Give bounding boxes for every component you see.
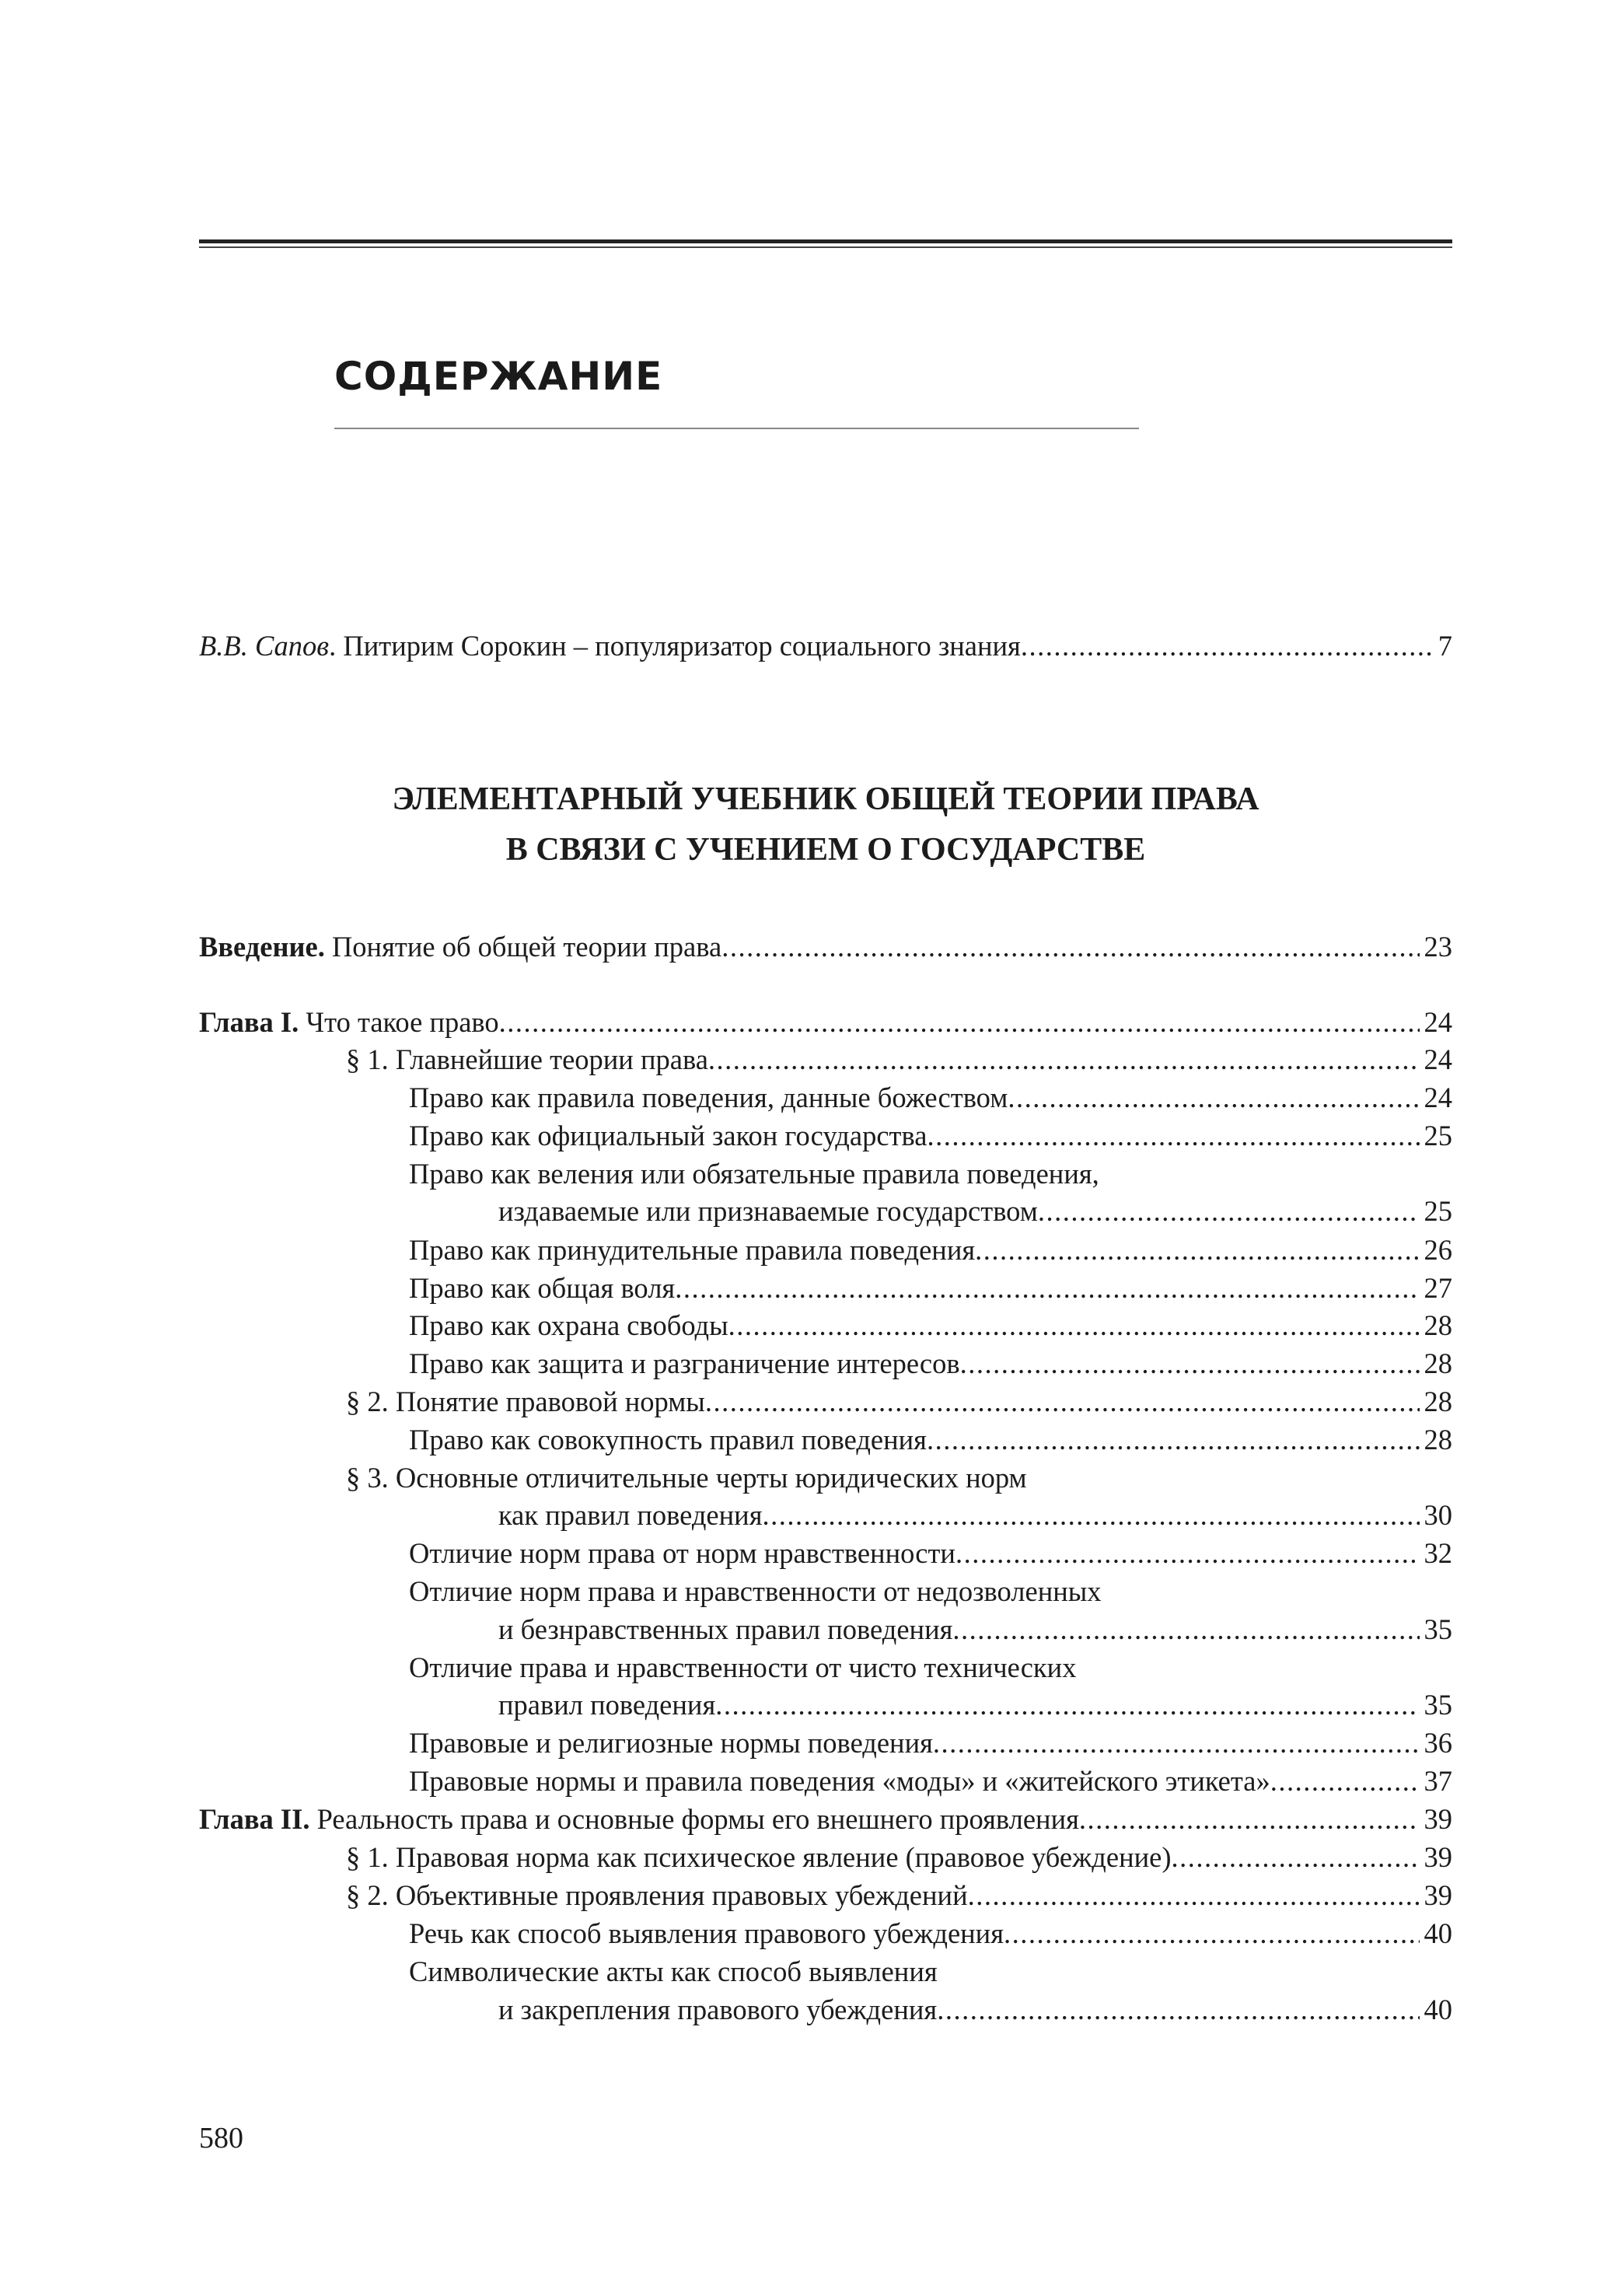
- toc-entry-continued[interactable]: [0, 1648, 1452, 1687]
- toc-entry[interactable]: [0, 1914, 1452, 1953]
- toc-entry[interactable]: [0, 1496, 1452, 1535]
- page-ref: 24: [1424, 1006, 1452, 1038]
- contents-heading: СОДЕРЖАНИЕ: [334, 354, 663, 399]
- toc-entry-continued[interactable]: [0, 1952, 1452, 1991]
- entry-prefix: Введение.: [199, 931, 325, 963]
- dot-leader: [955, 1534, 1420, 1573]
- dot-leader: [927, 1117, 1419, 1155]
- entry-prefix: Глава I.: [199, 1006, 299, 1038]
- toc-entry-label: Право как правила поведения, данные божеством: [409, 1082, 1008, 1113]
- page-ref: 25: [1424, 1120, 1452, 1151]
- top-rule-thin: [199, 246, 1452, 248]
- page-ref: 28: [1424, 1347, 1452, 1379]
- toc-entry[interactable]: [0, 1231, 1452, 1270]
- entry-text: Что такое право: [299, 1006, 499, 1038]
- toc-entry-label: Право как веления или обязательные правила поведения,: [409, 1158, 1099, 1190]
- dot-leader: [762, 1496, 1419, 1535]
- dot-leader: [952, 1610, 1419, 1649]
- toc-entry[interactable]: [0, 1876, 1452, 1915]
- dot-leader: [937, 1990, 1419, 2029]
- toc-entry[interactable]: [0, 1344, 1452, 1383]
- toc-entry-label: Право как охрана свободы: [409, 1309, 728, 1341]
- page-ref: 27: [1424, 1272, 1452, 1304]
- dot-leader: [1172, 1838, 1420, 1877]
- dot-leader: [728, 1306, 1420, 1345]
- toc-entry-label: Правовые и религиозные нормы поведения: [409, 1727, 933, 1759]
- toc-entry-label: Право как официальный закон государства: [409, 1120, 928, 1151]
- toc-entry-label: как правил поведения: [498, 1499, 763, 1531]
- page-ref: 30: [1424, 1499, 1452, 1531]
- toc-entry-label: Право как общая воля: [409, 1272, 676, 1304]
- dot-leader: [1038, 1192, 1420, 1231]
- toc-entry-label: § 1. Главнейшие теории права: [346, 1043, 708, 1075]
- dot-leader: [1270, 1762, 1420, 1801]
- toc-entry[interactable]: [0, 1534, 1452, 1573]
- toc-entry-introduction[interactable]: [0, 928, 1452, 966]
- toc-entry-label: [199, 1003, 499, 1042]
- page-ref: 40: [1424, 1917, 1452, 1949]
- toc-entry-continued[interactable]: [0, 1572, 1452, 1611]
- dot-leader: [968, 1876, 1420, 1915]
- toc-entry-label: § 1. Правовая норма как психическое явление (правовое убеждение): [346, 1841, 1172, 1873]
- toc-entry[interactable]: [0, 1762, 1452, 1801]
- toc-entry-chapter-1[interactable]: [0, 1003, 1452, 1042]
- toc-entry-label: правил поведения: [498, 1689, 716, 1721]
- toc-entry-label: § 3. Основные отличительные черты юридических норм: [346, 1462, 1027, 1494]
- dot-leader: [933, 1724, 1420, 1763]
- entry-text: Реальность права и основные формы его внешнего проявления: [309, 1803, 1079, 1835]
- toc-entry[interactable]: [0, 1382, 1452, 1421]
- toc-entry-label: Символические акты как способ выявления: [409, 1955, 938, 1987]
- dot-leader: [1004, 1914, 1419, 1953]
- toc-entry[interactable]: [0, 1610, 1452, 1649]
- page-ref: 40: [1424, 1994, 1452, 2025]
- toc-entry[interactable]: [0, 1838, 1452, 1877]
- toc-entry[interactable]: [0, 1192, 1452, 1231]
- toc-entry-label: § 2. Объективные проявления правовых убеждений: [346, 1879, 968, 1911]
- toc-entry-label: Правовые нормы и правила поведения «моды» и «житейского этикета»: [409, 1765, 1270, 1797]
- dot-leader: [1008, 1078, 1419, 1117]
- toc-entry[interactable]: [0, 1421, 1452, 1459]
- toc-entry-label: Право как защита и разграничение интересов: [409, 1347, 960, 1379]
- toc-entry-label: и безнравственных правил поведения: [498, 1613, 953, 1645]
- toc-entry-continued[interactable]: [0, 1459, 1452, 1497]
- top-rule: [199, 239, 1452, 243]
- dot-leader: [1079, 1800, 1420, 1839]
- page-ref: 36: [1424, 1727, 1452, 1759]
- toc-entry-label: [199, 627, 1021, 666]
- toc-entry[interactable]: [0, 1040, 1452, 1079]
- toc-entry-label: Право как принудительные правила поведения: [409, 1234, 976, 1266]
- page-ref: 35: [1424, 1613, 1452, 1645]
- dot-leader: [975, 1231, 1419, 1270]
- page-ref: 37: [1424, 1765, 1452, 1797]
- page-ref: 24: [1424, 1082, 1452, 1113]
- page-ref: 28: [1424, 1424, 1452, 1456]
- foreword-title: . Питирим Сорокин – популяризатор социального знания: [329, 630, 1021, 662]
- page-ref: 32: [1424, 1537, 1452, 1569]
- toc-entry-chapter-2[interactable]: [0, 1800, 1452, 1839]
- page-ref: 35: [1424, 1689, 1452, 1721]
- dot-leader: [715, 1686, 1419, 1725]
- section-title-line-1: ЭЛЕМЕНТАРНЫЙ УЧЕБНИК ОБЩЕЙ ТЕОРИИ ПРАВА: [392, 781, 1259, 817]
- toc-entry[interactable]: [0, 1990, 1452, 2029]
- toc-entry-label: Отличие права и нравственности от чисто технических: [409, 1651, 1077, 1683]
- toc-entry-label: [199, 928, 721, 966]
- page-ref: 39: [1424, 1879, 1452, 1911]
- toc-entry-label: и закрепления правового убеждения: [498, 1994, 938, 2025]
- section-title-line-2: В СВЯЗИ С УЧЕНИЕМ О ГОСУДАРСТВЕ: [505, 832, 1146, 868]
- dot-leader: [675, 1269, 1419, 1308]
- toc-entry-label: издаваемые или признаваемые государством: [498, 1195, 1038, 1227]
- toc-entry-label: Отличие норм права и нравственности от недозволенных: [409, 1575, 1102, 1607]
- toc-entry-continued[interactable]: [0, 1155, 1452, 1193]
- page-number: 580: [199, 2122, 243, 2154]
- toc-entry-label: § 2. Понятие правовой нормы: [346, 1386, 705, 1417]
- dot-leader: [1021, 627, 1434, 666]
- dot-leader: [721, 928, 1419, 966]
- toc-entry[interactable]: [0, 1686, 1452, 1725]
- toc-entry-label: Речь как способ выявления правового убеждения: [409, 1917, 1004, 1949]
- author-name: В.В. Сапов: [199, 630, 330, 662]
- toc-entry[interactable]: [0, 1117, 1452, 1155]
- page-ref: 39: [1424, 1841, 1452, 1873]
- page-ref: 28: [1424, 1309, 1452, 1341]
- page-ref: 7: [1438, 630, 1452, 662]
- entry-text: Понятие об общей теории права: [324, 931, 722, 963]
- page-ref: 25: [1424, 1195, 1452, 1227]
- toc-entry-label: [199, 1800, 1079, 1839]
- page-ref: 23: [1424, 931, 1452, 963]
- toc-entry[interactable]: [0, 1078, 1452, 1117]
- page-ref: 39: [1424, 1803, 1452, 1835]
- dot-leader: [499, 1003, 1420, 1042]
- dot-leader: [927, 1421, 1420, 1459]
- toc-entry-label: Право как совокупность правил поведения: [409, 1424, 927, 1456]
- dot-leader: [705, 1382, 1420, 1421]
- toc-entry[interactable]: [0, 1724, 1452, 1763]
- dot-leader: [708, 1040, 1420, 1079]
- dot-leader: [960, 1344, 1420, 1383]
- toc-entry[interactable]: [0, 1306, 1452, 1345]
- page-ref: 24: [1424, 1043, 1452, 1075]
- page-ref: 26: [1424, 1234, 1452, 1266]
- heading-underline: [334, 428, 1139, 429]
- entry-prefix: Глава II.: [199, 1803, 310, 1835]
- toc-entry-label: Отличие норм права от норм нравственности: [409, 1537, 955, 1569]
- page-ref: 28: [1424, 1386, 1452, 1417]
- toc-entry-foreword[interactable]: [0, 627, 1452, 666]
- toc-entry[interactable]: [0, 1269, 1452, 1308]
